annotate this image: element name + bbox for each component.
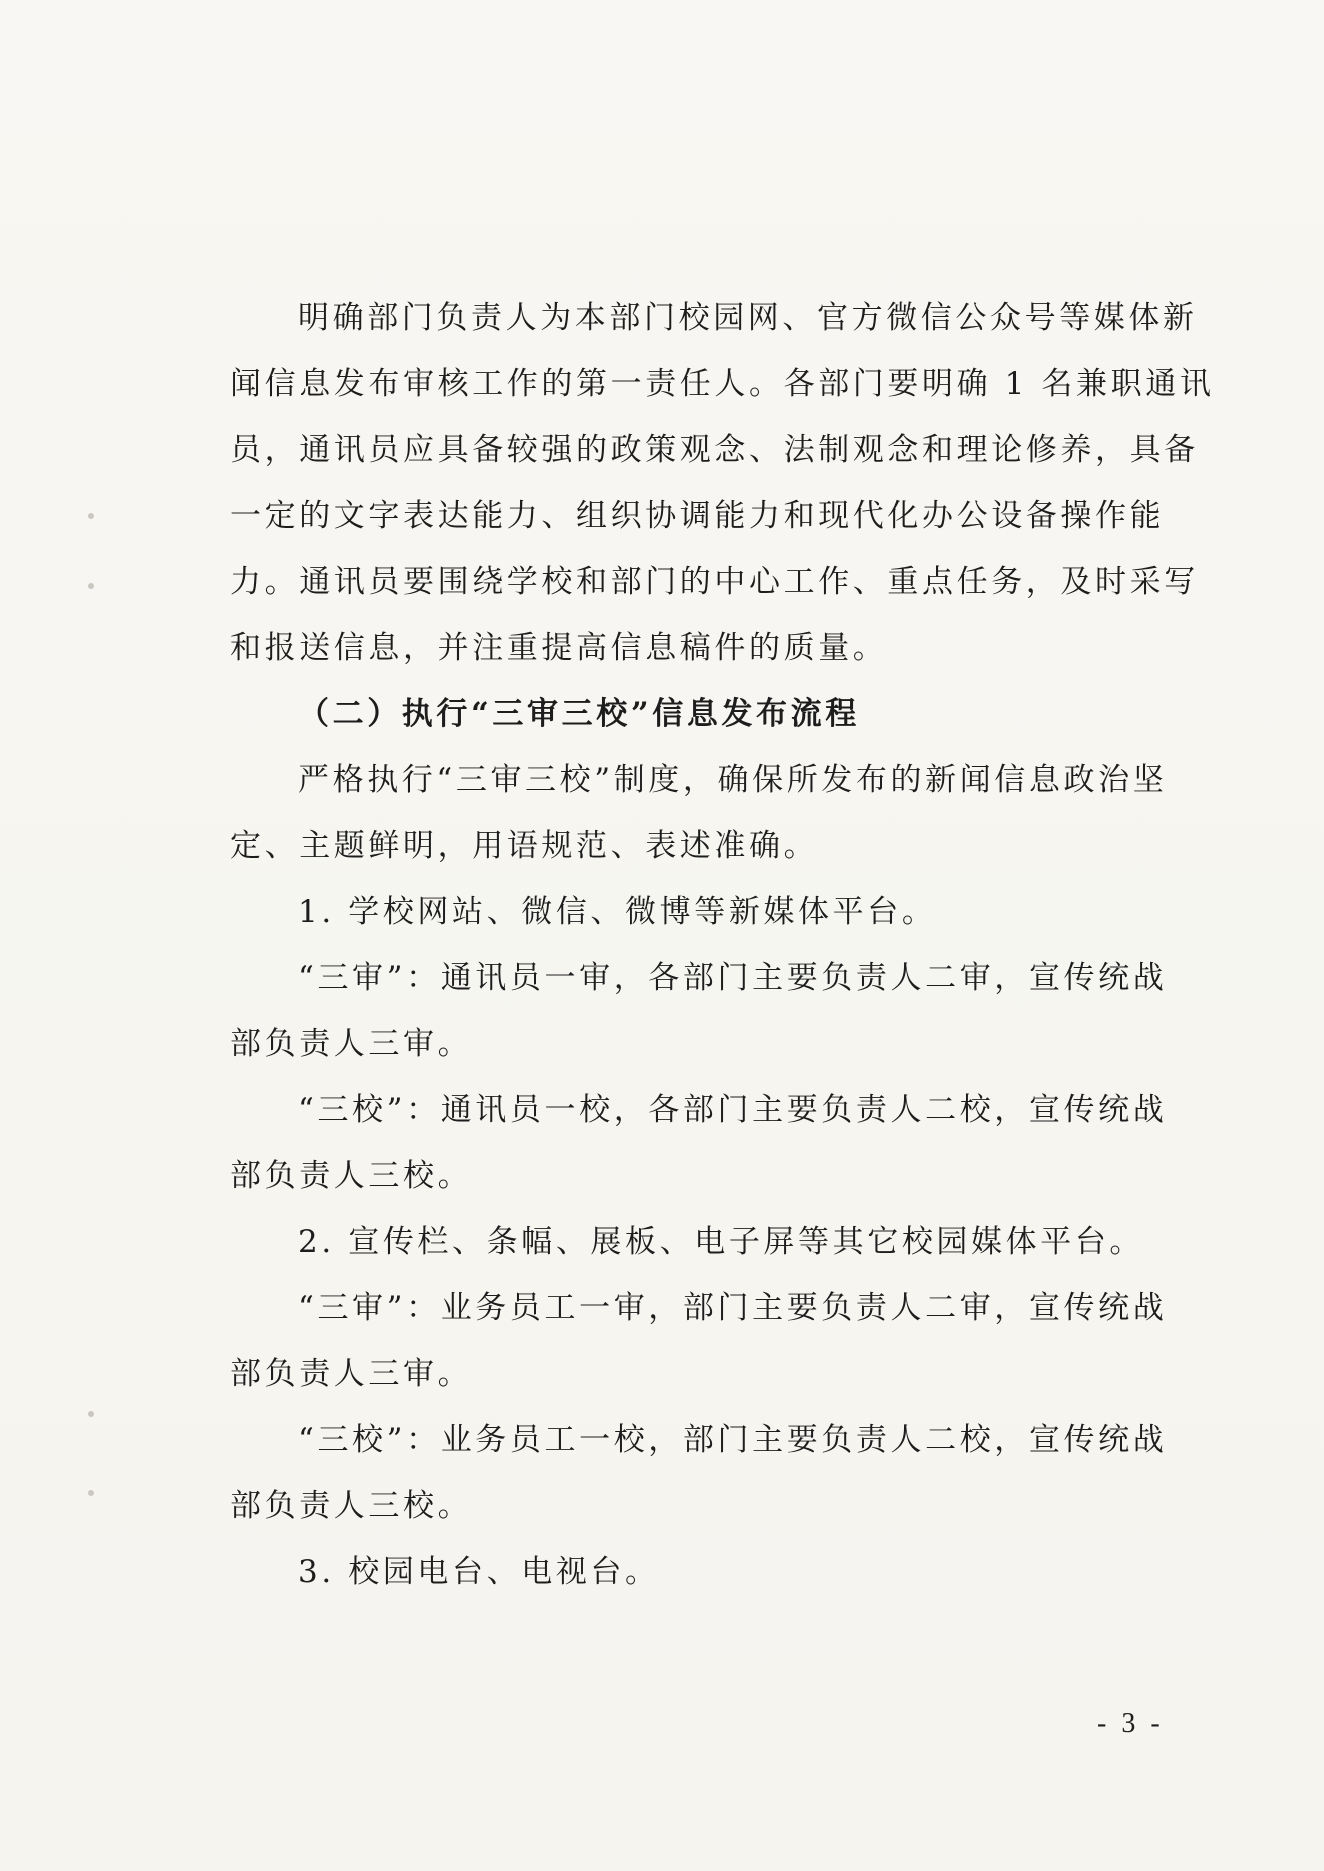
paragraph-line: 严格执行“三审三校”制度，确保所发布的新闻信息政治坚 bbox=[298, 762, 1168, 798]
paragraph-line: 力。通讯员要围绕学校和部门的中心工作、重点任务，及时采写 bbox=[230, 564, 1199, 600]
paragraph-line: 和报送信息，并注重提高信息稿件的质量。 bbox=[230, 630, 888, 666]
page-number: - 3 - bbox=[1097, 1708, 1164, 1739]
paragraph-line: “三校”：通讯员一校，各部门主要负责人二校，宣传统战 bbox=[298, 1092, 1168, 1128]
scan-mark bbox=[88, 513, 94, 519]
document-body bbox=[230, 285, 1215, 1605]
paragraph-line: “三审”：通讯员一审，各部门主要负责人二审，宣传统战 bbox=[298, 960, 1168, 996]
list-item-heading: 3. 校园电台、电视台。 bbox=[298, 1554, 660, 1590]
paragraph-line: 闻信息发布审核工作的第一责任人。各部门要明确 1 名兼职通讯 bbox=[230, 366, 1215, 402]
paragraph-line: 明确部门负责人为本部门校园网、官方微信公众号等媒体新 bbox=[298, 300, 1198, 336]
section-heading: （二）执行“三审三校”信息发布流程 bbox=[298, 696, 860, 732]
scan-mark bbox=[88, 1490, 94, 1496]
paragraph-line: “三校”：业务员工一校，部门主要负责人二校，宣传统战 bbox=[298, 1422, 1168, 1458]
paragraph-line: 部负责人三审。 bbox=[230, 1026, 473, 1062]
scan-mark bbox=[88, 583, 94, 589]
paragraph-line: 部负责人三校。 bbox=[230, 1158, 473, 1194]
paragraph-line: 部负责人三校。 bbox=[230, 1488, 473, 1524]
scan-mark bbox=[88, 1411, 94, 1417]
paragraph-line: 部负责人三审。 bbox=[230, 1356, 473, 1392]
paragraph-line: 定、主题鲜明，用语规范、表述准确。 bbox=[230, 828, 819, 864]
paragraph-line: 一定的文字表达能力、组织协调能力和现代化办公设备操作能 bbox=[230, 498, 1165, 534]
paragraph-line: 员，通讯员应具备较强的政策观念、法制观念和理论修养，具备 bbox=[230, 432, 1199, 468]
paragraph-line: “三审”：业务员工一审，部门主要负责人二审，宣传统战 bbox=[298, 1290, 1168, 1326]
list-item-heading: 1. 学校网站、微信、微博等新媒体平台。 bbox=[298, 894, 937, 930]
list-item-heading: 2. 宣传栏、条幅、展板、电子屏等其它校园媒体平台。 bbox=[298, 1224, 1145, 1260]
